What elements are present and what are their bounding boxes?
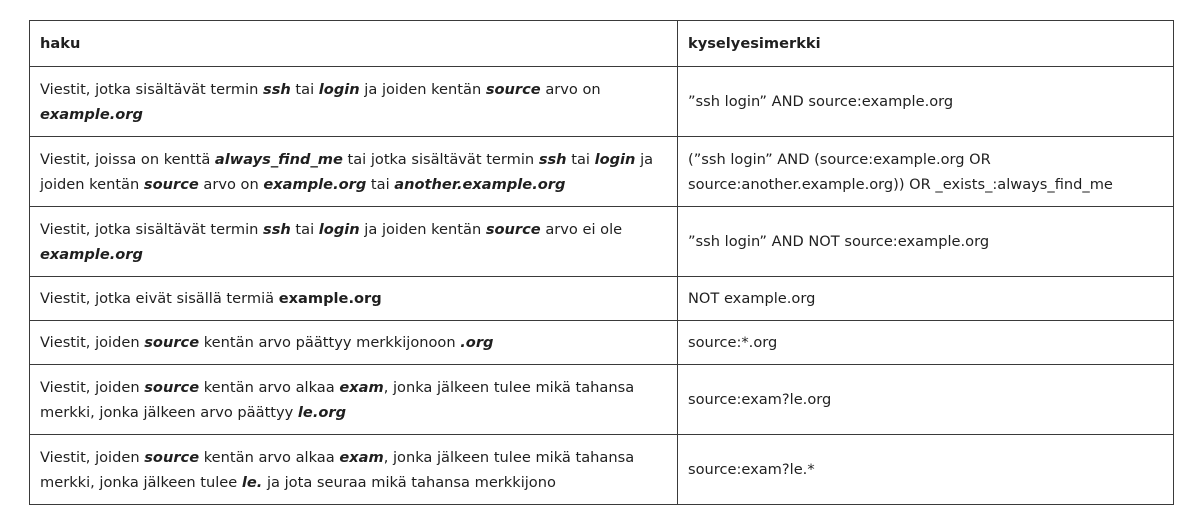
query-example: ”ssh login” AND source:example.org bbox=[678, 67, 1174, 137]
query-examples-table-container bbox=[29, 20, 1173, 505]
query-example: ”ssh login” AND NOT source:example.org bbox=[678, 207, 1174, 277]
search-description: Viestit, joiden source kentän arvo alkaa exam, jonka jälkeen tulee mikä tahansa merkki, jonka jälkeen tulee le. ja jota seuraa mikä tahansa merkkijono bbox=[30, 435, 678, 505]
query-example: NOT example.org bbox=[678, 277, 1174, 321]
search-description: Viestit, jotka sisältävät termin ssh tai login ja joiden kentän source arvo ei ole example.org bbox=[30, 207, 678, 277]
table-row bbox=[30, 435, 1174, 505]
table-row bbox=[30, 365, 1174, 435]
search-description: Viestit, joissa on kenttä always_find_me tai jotka sisältävät termin ssh tai login ja joiden kentän source arvo on example.org tai another.example.org bbox=[30, 137, 678, 207]
search-description: Viestit, jotka eivät sisällä termiä example.org bbox=[30, 277, 678, 321]
header-example: kyselyesimerkki bbox=[678, 21, 1174, 67]
header-search: haku bbox=[30, 21, 678, 67]
table-row bbox=[30, 67, 1174, 137]
table-header-row bbox=[30, 21, 1174, 67]
table-row bbox=[30, 137, 1174, 207]
search-description: Viestit, joiden source kentän arvo päättyy merkkijonoon .org bbox=[30, 321, 678, 365]
search-description: Viestit, jotka sisältävät termin ssh tai login ja joiden kentän source arvo on example.org bbox=[30, 67, 678, 137]
table-row bbox=[30, 207, 1174, 277]
query-example: source:exam?le.org bbox=[678, 365, 1174, 435]
table-row bbox=[30, 321, 1174, 365]
search-description: Viestit, joiden source kentän arvo alkaa exam, jonka jälkeen tulee mikä tahansa merkki, jonka jälkeen arvo päättyy le.org bbox=[30, 365, 678, 435]
query-example: source:*.org bbox=[678, 321, 1174, 365]
table-row bbox=[30, 277, 1174, 321]
query-example: (”ssh login” AND (source:example.org OR source:another.example.org)) OR _exists_:always_find_me bbox=[678, 137, 1174, 207]
query-examples-table bbox=[29, 20, 1174, 505]
query-example: source:exam?le.* bbox=[678, 435, 1174, 505]
